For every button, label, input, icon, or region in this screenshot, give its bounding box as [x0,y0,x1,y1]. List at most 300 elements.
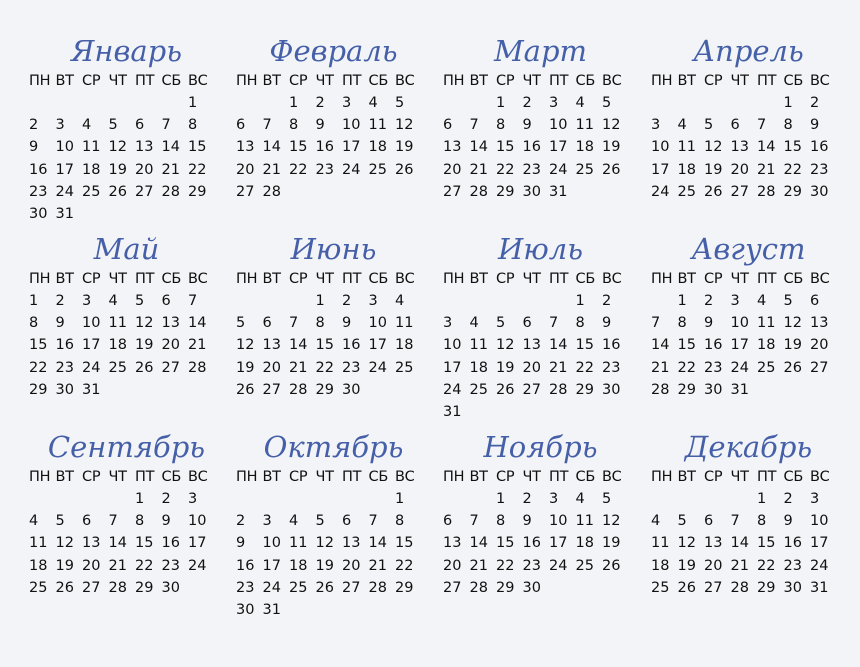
day-cell: 15 [783,139,802,156]
empty-cell [651,488,678,510]
day-cell: 2 [783,491,793,507]
week-row [236,488,441,510]
month-title: Апрель [693,34,804,68]
day-cell: 10 [549,513,568,530]
day-cell: 9 [161,513,171,530]
day-cell: 26 [677,579,696,596]
empty-cell [236,290,263,312]
weekday-label: СБ [783,271,803,287]
week-row [651,159,856,181]
day-cell: 27 [810,359,829,376]
day-cell: 28 [289,381,308,398]
day-cell: 27 [443,579,462,596]
weekday-label: СБ [368,469,388,485]
day-cell: 24 [368,359,387,376]
day-cell: 14 [469,535,488,552]
day-cell: 12 [55,535,74,552]
month-title: Ноябрь [483,430,598,464]
day-cell: 17 [549,535,568,552]
week-row [443,379,648,401]
week-row [443,159,648,181]
weekday-label: ВС [602,73,622,89]
day-cell: 23 [704,359,723,376]
month-january [29,34,234,225]
day-cell: 11 [469,337,488,354]
weekday-label: ПН [236,73,258,89]
day-cell: 11 [575,513,594,530]
day-cell: 14 [549,337,568,354]
empty-cell [443,92,470,114]
day-cell: 8 [395,513,405,530]
day-cell: 5 [315,513,325,530]
week-row [29,555,234,577]
day-cell: 22 [289,161,308,178]
month-july [443,232,648,423]
day-cell: 5 [602,95,612,111]
day-cell: 5 [783,293,793,309]
weekday-label: ПТ [135,73,155,89]
day-cell: 8 [783,117,793,134]
day-cell: 21 [651,359,670,376]
day-cell: 5 [236,315,246,332]
month-title: Май [93,232,160,266]
day-cell: 28 [549,381,568,398]
weekday-header [236,268,441,290]
day-cell: 23 [783,557,802,574]
day-cell: 16 [810,139,829,156]
weekday-header [651,268,856,290]
weekday-label: ЧТ [315,73,334,89]
day-cell: 15 [315,337,334,354]
day-cell: 17 [188,535,207,552]
day-cell: 3 [549,95,559,111]
day-cell: 29 [783,183,802,200]
week-row [29,92,234,114]
day-cell: 12 [236,337,255,354]
day-cell: 10 [82,315,101,332]
day-cell: 23 [522,161,541,178]
day-cell: 4 [575,491,585,507]
day-cell: 9 [55,315,65,332]
day-cell: 4 [108,293,118,309]
day-cell: 29 [315,381,334,398]
day-cell: 19 [55,557,74,574]
day-cell: 11 [82,139,101,156]
day-cell: 26 [135,359,154,376]
day-cell: 20 [810,337,829,354]
week-row [236,379,441,401]
day-cell: 3 [368,293,378,309]
day-cell: 25 [108,359,127,376]
day-cell: 27 [161,359,180,376]
day-cell: 27 [443,183,462,200]
week-row [651,577,856,599]
day-cell: 3 [262,513,272,530]
day-cell: 16 [704,337,723,354]
day-cell: 14 [161,139,180,156]
week-row [236,92,441,114]
weekday-label: ВС [602,271,622,287]
day-cell: 23 [522,557,541,574]
day-cell: 2 [704,293,714,309]
week-row [443,532,648,554]
day-cell: 21 [108,557,127,574]
empty-cell [678,92,705,114]
day-cell: 6 [262,315,272,332]
week-row [443,510,648,532]
day-cell: 1 [395,491,405,507]
weekday-label: СБ [161,271,181,287]
day-cell: 18 [368,139,387,156]
empty-cell [263,92,290,114]
day-cell: 3 [342,95,352,111]
week-row [443,136,648,158]
empty-cell [496,290,523,312]
empty-cell [56,488,83,510]
day-cell: 19 [395,139,414,156]
day-cell: 9 [342,315,352,332]
week-row [443,357,648,379]
day-cell: 24 [549,557,568,574]
day-cell: 4 [368,95,378,111]
day-cell: 17 [443,359,462,376]
weekday-label: ЧТ [108,469,127,485]
day-cell: 17 [651,161,670,178]
day-grid [443,92,648,203]
day-cell: 8 [315,315,325,332]
day-cell: 10 [730,315,749,332]
day-cell: 26 [236,381,255,398]
day-cell: 11 [289,535,308,552]
day-grid [443,290,648,423]
weekday-label: ВТ [55,73,74,89]
weekday-label: СБ [575,469,595,485]
day-cell: 26 [704,183,723,200]
day-cell: 28 [730,579,749,596]
day-cell: 30 [55,381,74,398]
day-cell: 3 [55,117,65,134]
week-row [29,290,234,312]
day-cell: 20 [342,557,361,574]
week-row [236,577,441,599]
day-cell: 6 [342,513,352,530]
empty-cell [29,92,56,114]
day-cell: 14 [730,535,749,552]
day-cell: 6 [443,513,453,530]
day-cell: 9 [522,117,532,134]
week-row [651,92,856,114]
empty-cell [470,488,497,510]
day-cell: 2 [602,293,612,309]
day-cell: 4 [757,293,767,309]
day-cell: 16 [522,535,541,552]
day-cell: 18 [575,139,594,156]
day-cell: 27 [342,579,361,596]
month-title: Август [691,232,806,266]
empty-cell [109,92,136,114]
day-cell: 30 [602,381,621,398]
weekday-label: ВТ [469,469,488,485]
day-cell: 9 [783,513,793,530]
day-cell: 11 [757,315,776,332]
day-cell: 29 [757,579,776,596]
day-cell: 24 [443,381,462,398]
week-row [29,312,234,334]
weekday-label: ВС [395,271,415,287]
day-cell: 17 [55,161,74,178]
day-cell: 30 [236,601,255,618]
weekday-label: ВС [188,469,208,485]
empty-cell [549,290,576,312]
day-cell: 31 [443,403,462,420]
day-grid [29,92,234,225]
day-cell: 8 [677,315,687,332]
day-grid [443,488,648,599]
day-cell: 7 [730,513,740,530]
day-cell: 30 [522,579,541,596]
day-cell: 12 [677,535,696,552]
day-cell: 5 [704,117,714,134]
day-cell: 24 [262,579,281,596]
weekday-label: СР [496,73,515,89]
weekday-label: ВТ [55,271,74,287]
day-cell: 3 [549,491,559,507]
week-row [29,357,234,379]
weekday-label: СР [289,73,308,89]
day-cell: 6 [704,513,714,530]
day-cell: 9 [522,513,532,530]
day-cell: 27 [704,579,723,596]
empty-cell [731,92,758,114]
day-grid [651,488,856,599]
empty-cell [162,92,189,114]
week-row [29,577,234,599]
day-cell: 20 [236,161,255,178]
day-cell: 4 [395,293,405,309]
empty-cell [236,488,263,510]
day-cell: 7 [469,117,479,134]
week-row [29,114,234,136]
day-cell: 27 [262,381,281,398]
day-cell: 18 [651,557,670,574]
day-cell: 22 [783,161,802,178]
empty-cell [704,488,731,510]
day-cell: 11 [108,315,127,332]
weekday-label: ВС [810,469,830,485]
day-cell: 7 [549,315,559,332]
day-cell: 14 [469,139,488,156]
week-row [236,599,441,621]
day-cell: 5 [395,95,405,111]
month-november [443,430,648,599]
day-cell: 19 [677,557,696,574]
day-cell: 24 [342,161,361,178]
day-cell: 18 [395,337,414,354]
day-grid [236,488,441,621]
weekday-label: ВТ [469,271,488,287]
weekday-header [651,466,856,488]
day-cell: 15 [29,337,48,354]
day-cell: 29 [496,579,515,596]
week-row [651,114,856,136]
day-cell: 18 [469,359,488,376]
day-cell: 22 [757,557,776,574]
day-cell: 13 [730,139,749,156]
day-cell: 12 [602,513,621,530]
weekday-label: ПТ [342,469,362,485]
day-cell: 3 [730,293,740,309]
day-grid [236,92,441,203]
day-cell: 1 [757,491,767,507]
day-cell: 2 [236,513,246,530]
weekday-label: ПТ [549,271,569,287]
day-cell: 20 [82,557,101,574]
weekday-label: ВС [188,73,208,89]
day-cell: 1 [135,491,145,507]
day-cell: 26 [602,557,621,574]
day-cell: 4 [469,315,479,332]
day-cell: 6 [730,117,740,134]
day-cell: 24 [651,183,670,200]
day-cell: 31 [262,601,281,618]
weekday-label: СБ [783,73,803,89]
week-row [236,334,441,356]
month-title: Январь [70,34,183,68]
day-cell: 28 [262,183,281,200]
weekday-header [29,466,234,488]
weekday-label: ЧТ [522,271,541,287]
weekday-label: ПТ [549,73,569,89]
weekday-label: ВС [810,73,830,89]
week-row [29,334,234,356]
weekday-label: ПН [651,73,673,89]
day-cell: 13 [236,139,255,156]
weekday-label: ВС [188,271,208,287]
week-row [443,488,648,510]
day-cell: 5 [55,513,65,530]
day-cell: 22 [677,359,696,376]
day-cell: 8 [188,117,198,134]
day-cell: 19 [783,337,802,354]
day-cell: 1 [783,95,793,111]
week-row [651,312,856,334]
day-cell: 25 [469,381,488,398]
day-cell: 18 [289,557,308,574]
week-row [29,510,234,532]
day-cell: 23 [161,557,180,574]
day-cell: 6 [82,513,92,530]
day-cell: 21 [469,557,488,574]
day-cell: 3 [188,491,198,507]
day-cell: 28 [469,183,488,200]
day-cell: 9 [810,117,820,134]
day-cell: 28 [469,579,488,596]
day-cell: 25 [575,557,594,574]
day-cell: 23 [315,161,334,178]
day-cell: 23 [236,579,255,596]
weekday-label: ЧТ [522,73,541,89]
day-cell: 5 [108,117,118,134]
day-cell: 29 [395,579,414,596]
weekday-header [443,466,648,488]
weekday-label: ПТ [135,469,155,485]
day-cell: 9 [315,117,325,134]
day-cell: 30 [704,381,723,398]
day-cell: 13 [443,535,462,552]
day-cell: 7 [651,315,661,332]
day-cell: 29 [677,381,696,398]
day-cell: 5 [677,513,687,530]
weekday-label: ВТ [262,469,281,485]
day-cell: 15 [757,535,776,552]
day-cell: 1 [188,95,198,111]
weekday-label: ПТ [757,469,777,485]
weekday-label: ПН [236,469,258,485]
empty-cell [443,290,470,312]
day-cell: 26 [496,381,515,398]
day-cell: 21 [368,557,387,574]
weekday-label: ЧТ [730,73,749,89]
day-cell: 30 [810,183,829,200]
week-row [651,357,856,379]
day-cell: 10 [810,513,829,530]
day-cell: 20 [135,161,154,178]
day-cell: 11 [575,117,594,134]
week-row [651,510,856,532]
day-cell: 2 [315,95,325,111]
day-cell: 25 [368,161,387,178]
empty-cell [731,488,758,510]
weekday-label: ЧТ [315,469,334,485]
weekday-label: СР [704,271,723,287]
weekday-label: СР [289,271,308,287]
day-cell: 14 [289,337,308,354]
month-september [29,430,234,599]
month-title: Декабрь [684,430,813,464]
day-cell: 20 [730,161,749,178]
day-cell: 31 [55,205,74,222]
day-cell: 20 [161,337,180,354]
day-cell: 27 [135,183,154,200]
day-cell: 12 [395,117,414,134]
day-cell: 12 [783,315,802,332]
week-row [651,181,856,203]
empty-cell [704,92,731,114]
empty-cell [342,488,369,510]
day-cell: 11 [368,117,387,134]
weekday-label: ПТ [342,271,362,287]
week-row [443,92,648,114]
day-cell: 22 [315,359,334,376]
weekday-header [236,70,441,92]
weekday-label: ПН [29,469,51,485]
day-cell: 6 [236,117,246,134]
day-cell: 21 [549,359,568,376]
day-cell: 1 [29,293,39,309]
day-cell: 7 [108,513,118,530]
day-cell: 22 [496,557,515,574]
day-cell: 21 [469,161,488,178]
month-title: Март [493,34,588,68]
empty-cell [82,92,109,114]
day-cell: 30 [342,381,361,398]
weekday-label: СБ [783,469,803,485]
day-cell: 14 [108,535,127,552]
day-cell: 24 [730,359,749,376]
day-cell: 28 [188,359,207,376]
weekday-label: СР [496,271,515,287]
week-row [236,136,441,158]
